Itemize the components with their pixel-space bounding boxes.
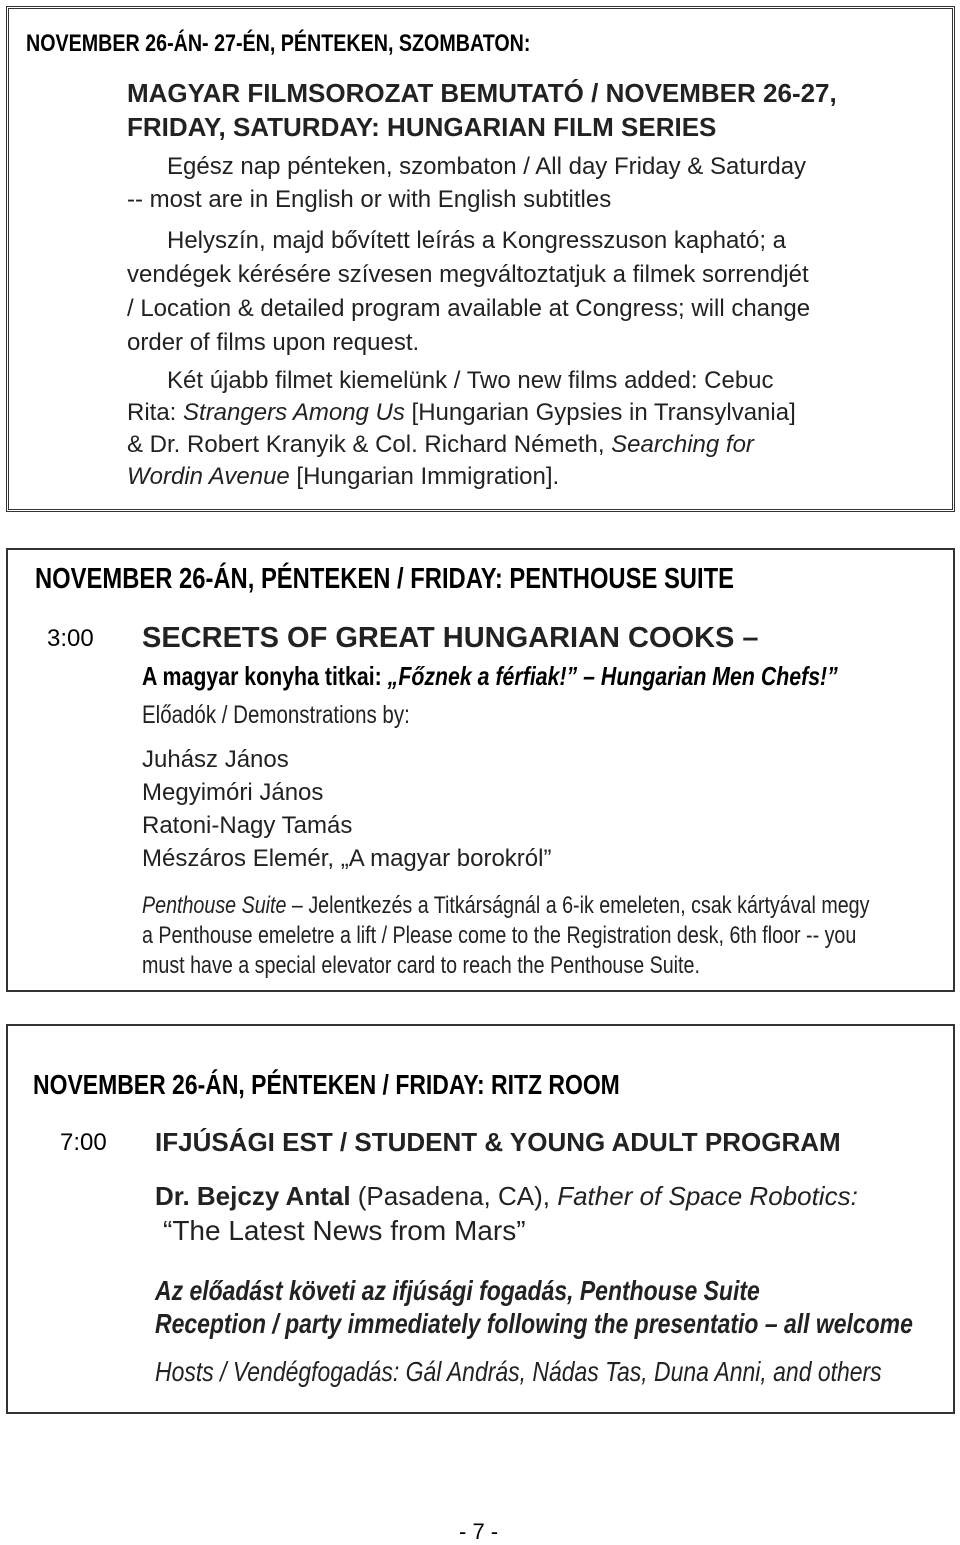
youth-program-time: 7:00 [60,1129,107,1156]
presenter-name: Ratoni-Nagy Tamás [142,812,353,839]
cooking-subtitle-hu: A magyar konyha titkai: [142,661,388,691]
talk-title: “The Latest News from Mars” [163,1215,526,1246]
speaker-line [155,1181,858,1212]
reception-line-1: Az előadást követi az ifjúsági fogadás, Penthouse Suite [155,1275,760,1306]
new-films-line-1: Két újabb filmet kiemelünk / Two new films added: Cebuc [167,367,774,394]
youth-program-title: IFJÚSÁGI EST / STUDENT & YOUNG ADULT PROGRAM [155,1127,841,1157]
penthouse-note-line-2: a Penthouse emeletre a lift / Please come to the Registration desk, 6th floor -- you [142,922,857,949]
demonstrators-label: Előadók / Demonstrations by: [142,701,410,729]
film-series-schedule [127,150,806,216]
film-title-wordin: Wordin Avenue [127,463,290,490]
hosts-line: Hosts / Vendégfogadás: Gál András, Nádas Tas, Duna Anni, and others [155,1356,882,1387]
cooking-time: 3:00 [47,625,94,652]
location-line-3: / Location & detailed program available at Congress; will change [127,295,811,322]
location-line-4: order of films upon request. [127,329,420,356]
cooking-heading: NOVEMBER 26-ÁN, PÉNTEKEN / FRIDAY: PENTHOUSE SUITE [35,563,734,595]
film-series-title [127,76,837,144]
schedule-line-1: Egész nap pénteken, szombaton / All day Friday & Saturday [167,153,807,180]
reception-info [155,1274,913,1340]
presenter-name: Mészáros Elemér, „A magyar borokról” [142,845,552,872]
presenter-name: Megyimóri János [142,779,324,806]
schedule-line-2: -- most are in English or with English subtitles [127,186,612,213]
penthouse-note-line-1 [142,891,869,921]
presenter-name: Juhász János [142,746,289,773]
penthouse-note-text: – Jelentkezés a Titkárságnál a 6-ik emeleten, csak kártyával megy [286,892,870,919]
new-films-line-3 [127,429,796,461]
location-line-1: Helyszín, majd bővített leírás a Kongresszuson kapható; a [167,227,786,254]
new-films-text: & Dr. Robert Kranyik & Col. Richard Németh, [127,431,612,458]
film-series-heading: NOVEMBER 26-ÁN- 27-ÉN, PÉNTEKEN, SZOMBATON: [26,30,531,57]
page-number: - 7 - [459,1519,499,1544]
youth-program-heading: NOVEMBER 26-ÁN, PÉNTEKEN / FRIDAY: RITZ ROOM [33,1069,620,1100]
penthouse-note-line-3: must have a special elevator card to reach the Penthouse Suite. [142,952,700,979]
film-series-title-line-1: MAGYAR FILMSOROZAT BEMUTATÓ / NOVEMBER 26-27, [127,78,837,108]
new-films-text: Rita: [127,399,184,426]
reception-line-2: Reception / party immediately following the presentatio – all welcome [155,1308,913,1339]
location-line-2: vendégek kérésére szívesen megváltoztatjuk a filmek sorrendjét [127,261,809,288]
film-title-wordin: Searching for [611,431,754,458]
new-films-text: [Hungarian Gypsies in Transylvania] [404,399,796,426]
cooking-subtitle [142,661,838,692]
film-title-strangers: Strangers Among Us [183,399,405,426]
film-series-location [127,224,810,360]
film-series-title-line-2: FRIDAY, SATURDAY: HUNGARIAN FILM SERIES [127,112,717,142]
speaker-role: Father of Space Robotics: [557,1181,858,1211]
new-films-line-2 [127,397,796,429]
presenter-list [142,743,551,875]
speaker-location: (Pasadena, CA), [350,1181,558,1211]
penthouse-note [142,891,869,981]
cooking-title: SECRETS OF GREAT HUNGARIAN COOKS – [142,622,759,654]
penthouse-suite-label: Penthouse Suite [142,892,287,919]
new-films-line-4 [127,461,796,493]
new-films-text: [Hungarian Immigration]. [289,463,560,490]
speaker-name: Dr. Bejczy Antal [155,1181,351,1211]
film-series-new-films [127,365,796,493]
cooking-subtitle-quote: „Főznek a férfiak!” – Hungarian Men Chefs!” [387,661,838,691]
